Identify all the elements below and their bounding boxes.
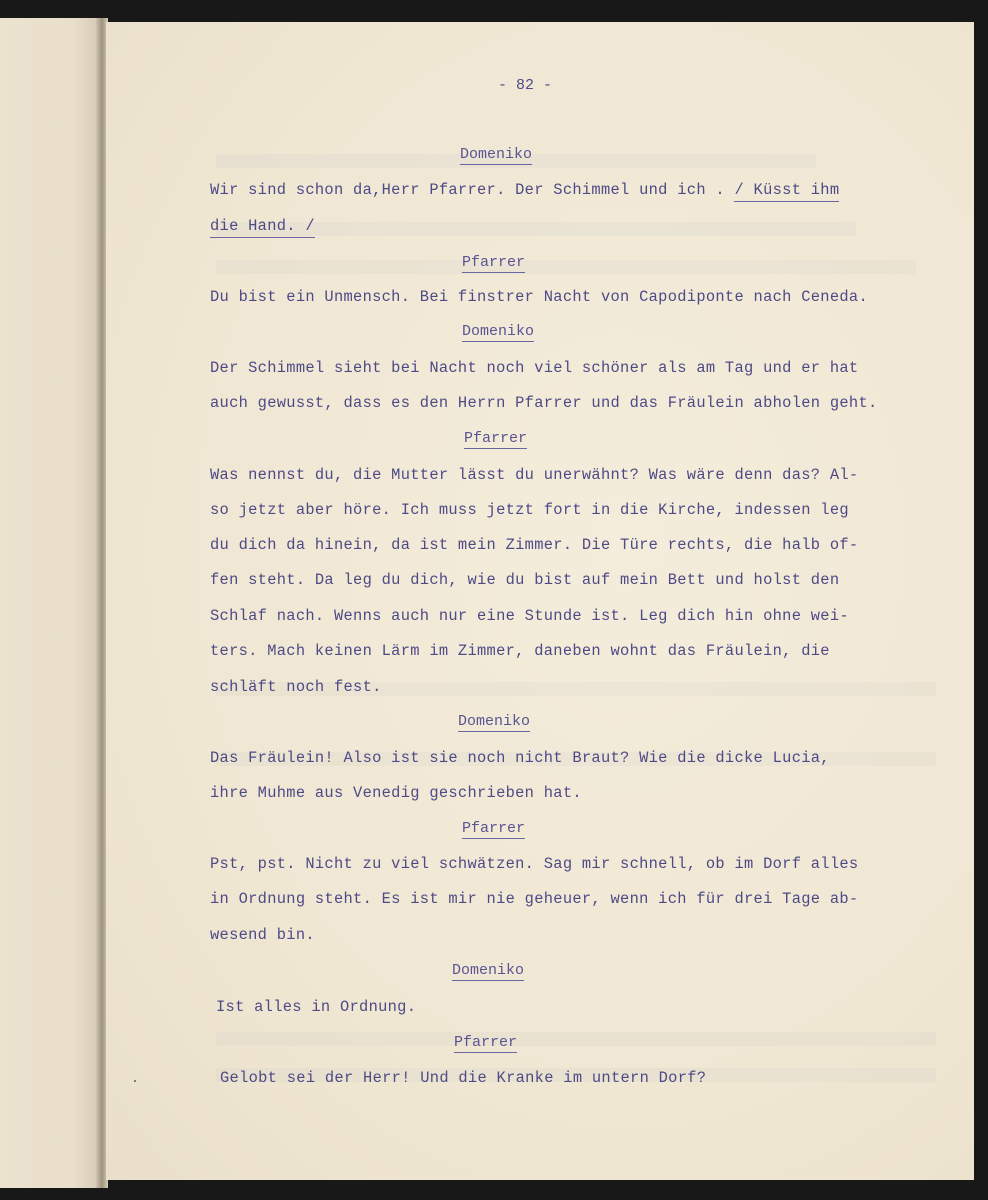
text-line: Du bist ein Unmensch. Bei finstrer Nacht von Capodiponte nach Ceneda. [210, 288, 868, 306]
bleed-through-mark [216, 1032, 936, 1046]
text-line: Ist alles in Ordnung. [216, 998, 417, 1016]
text-line: so jetzt aber höre. Ich muss jetzt fort in die Kirche, indessen leg [210, 501, 849, 519]
text-line: fen steht. Da leg du dich, wie du bist auf mein Bett und holst den [210, 571, 840, 589]
speaker-domeniko: Domeniko [452, 962, 525, 979]
text-line: Was nennst du, die Mutter lässt du unerwähnt? Was wäre denn das? Al- [210, 466, 859, 484]
speaker-domeniko: Domeniko [458, 713, 531, 730]
speaker-domeniko: Domeniko [462, 323, 535, 340]
text-line: wesend bin. [210, 926, 315, 944]
text-line: auch gewusst, dass es den Herrn Pfarrer und das Fräulein abholen geht. [210, 394, 878, 412]
text-line: Pst, pst. Nicht zu viel schwätzen. Sag mir schnell, ob im Dorf alles [210, 855, 859, 873]
text-line [210, 183, 839, 198]
text-line: Der Schimmel sieht bei Nacht noch viel schöner als am Tag und er hat [210, 359, 859, 377]
text-line: in Ordnung steht. Es ist mir nie geheuer, wenn ich für drei Tage ab- [210, 890, 859, 908]
text-segment: Wir sind schon da,Herr Pfarrer. Der Schimmel und ich . [210, 181, 735, 199]
speaker-pfarrer: Pfarrer [454, 1034, 518, 1051]
text-line: ters. Mach keinen Lärm im Zimmer, daneben wohnt das Fräulein, die [210, 642, 830, 660]
speaker-pfarrer: Pfarrer [462, 820, 526, 837]
bleed-through-mark [216, 260, 916, 274]
speaker-pfarrer: Pfarrer [462, 254, 526, 271]
text-line: ihre Muhme aus Venedig geschrieben hat. [210, 784, 582, 802]
stage-direction: / Küsst ihm [734, 181, 839, 202]
speaker-domeniko: Domeniko [460, 146, 533, 163]
stage-direction: die Hand. / [210, 217, 315, 238]
left-page-edge [0, 18, 104, 1188]
stage-direction-line [210, 219, 315, 234]
paper-speck [134, 1080, 136, 1082]
typescript-page [106, 22, 974, 1180]
text-line: schläft noch fest. [210, 678, 382, 696]
text-line: Schlaf nach. Wenns auch nur eine Stunde ist. Leg dich hin ohne wei- [210, 607, 849, 625]
text-line: du dich da hinein, da ist mein Zimmer. Die Türe rechts, die halb of- [210, 536, 859, 554]
speaker-pfarrer: Pfarrer [464, 430, 528, 447]
text-line: Gelobt sei der Herr! Und die Kranke im untern Dorf? [220, 1069, 707, 1087]
text-line: Das Fräulein! Also ist sie noch nicht Braut? Wie die dicke Lucia, [210, 749, 830, 767]
page-number: - 82 - [498, 77, 553, 94]
